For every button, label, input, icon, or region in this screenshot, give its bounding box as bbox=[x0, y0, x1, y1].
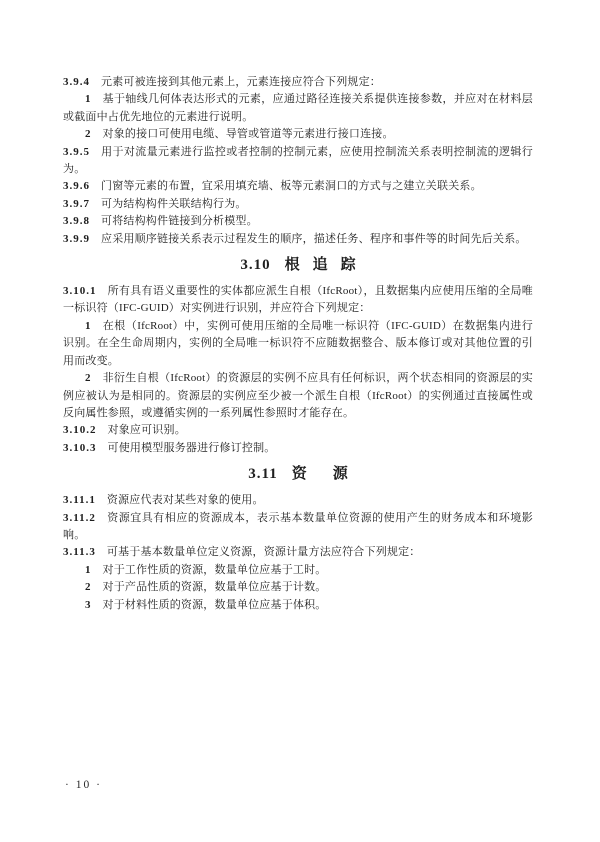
clause-number: 3.9.8 bbox=[63, 215, 90, 228]
subitem-2 bbox=[63, 370, 533, 422]
clause-3-10-3 bbox=[63, 440, 533, 457]
page-content bbox=[63, 74, 533, 614]
subitem-text: 基于轴线几何体表达形式的元素，应通过路径连接关系提供连接参数，并应对在材料层或截面中占优先地位的元素进行说明。 bbox=[63, 93, 533, 123]
clause-number: 3.9.4 bbox=[63, 76, 90, 88]
clause-3-11-1 bbox=[63, 492, 533, 509]
clause-text: 可为结构构件关联结构行为。 bbox=[101, 197, 247, 210]
subitem-text: 对象的接口可使用电缆、导管或管道等元素进行接口连接。 bbox=[102, 128, 394, 141]
subitem-number: 1 bbox=[85, 319, 92, 332]
clause-3-9-9 bbox=[63, 231, 533, 248]
subitem-text: 非衍生自根（IfcRoot）的资源层的实例不应具有任何标识，两个状态相同的资源层的实例应被认为是相同的。资源层的实例应至少被一个派生自根（IfcRoot）的实例通过直接属性或反向属性参照，或遵循实例的一系列属性参照时才能存在。 bbox=[63, 372, 533, 419]
clause-number: 3.11.3 bbox=[63, 546, 96, 559]
subitem-2 bbox=[63, 126, 533, 143]
section-heading-3-11 bbox=[63, 463, 533, 485]
clause-text: 用于对流量元素进行监控或者控制的控制元素，应使用控制流关系表明控制流的逻辑行为。 bbox=[63, 145, 533, 176]
subitem-1 bbox=[63, 318, 533, 370]
subitem-2 bbox=[63, 579, 533, 596]
clause-3-9-8 bbox=[63, 213, 533, 230]
clause-text: 对象应可识别。 bbox=[107, 424, 186, 437]
clause-3-11-3 bbox=[63, 544, 533, 561]
subitem-1 bbox=[63, 91, 533, 126]
clause-number: 3.11.2 bbox=[63, 511, 96, 524]
subitem-text: 在根（IfcRoot）中，实例可使用压缩的全局唯一标识符（IFC-GUID）在数据集内进行识别。在全生命周期内，实例的全局唯一标识符不应随数据整合、版本修订或对其他位置的引用而改变。 bbox=[63, 319, 533, 367]
section-number: 3.10 bbox=[240, 257, 271, 274]
clause-3-9-4 bbox=[63, 74, 533, 91]
clause-3-10-2 bbox=[63, 422, 533, 439]
section-title: 资源 bbox=[291, 466, 374, 483]
clause-text: 资源宜具有相应的资源成本，表示基本数量单位资源的使用产生的财务成本和环境影响。 bbox=[63, 511, 533, 541]
clause-3-9-6 bbox=[63, 178, 533, 195]
clause-3-9-5 bbox=[63, 144, 533, 179]
subitem-number: 1 bbox=[85, 563, 92, 576]
section-title: 根追踪 bbox=[284, 257, 369, 274]
clause-number: 3.11.1 bbox=[63, 494, 96, 507]
clause-text: 可基于基本数量单位定义资源，资源计量方法应符合下列规定： bbox=[106, 546, 421, 559]
clause-3-10-1 bbox=[63, 283, 533, 318]
clause-number: 3.10.2 bbox=[63, 424, 97, 437]
subitem-number: 1 bbox=[85, 93, 92, 106]
section-heading-3-10 bbox=[63, 254, 533, 276]
clause-number: 3.9.7 bbox=[63, 197, 90, 210]
subitem-1 bbox=[63, 562, 533, 579]
clause-3-11-2 bbox=[63, 510, 533, 545]
clause-text: 可将结构构件链接到分析模型。 bbox=[101, 215, 258, 228]
clause-text: 应采用顺序链接关系表示过程发生的顺序，描述任务、程序和事件等的时间先后关系。 bbox=[101, 232, 527, 245]
clause-number: 3.10.3 bbox=[63, 441, 97, 454]
subitem-number: 2 bbox=[85, 581, 92, 594]
page-number: · 10 · bbox=[65, 779, 102, 791]
clause-number: 3.10.1 bbox=[63, 285, 97, 298]
subitem-text: 对于产品性质的资源，数量单位应基于计数。 bbox=[102, 581, 327, 594]
clause-text: 资源应代表对某些对象的使用。 bbox=[106, 494, 264, 507]
clause-number: 3.9.9 bbox=[63, 232, 90, 245]
clause-text: 元素可被连接到其他元素上，元素连接应符合下列规定： bbox=[101, 76, 381, 88]
subitem-number: 3 bbox=[85, 598, 92, 611]
subitem-number: 2 bbox=[85, 128, 92, 141]
subitem-text: 对于工作性质的资源，数量单位应基于工时。 bbox=[102, 563, 327, 576]
clause-text: 可使用模型服务器进行修订控制。 bbox=[107, 441, 276, 454]
clause-number: 3.9.5 bbox=[63, 145, 90, 158]
section-number: 3.11 bbox=[248, 466, 278, 483]
clause-text: 门窗等元素的布置，宜采用填充墙、板等元素洞口的方式与之建立关联关系。 bbox=[101, 180, 482, 193]
clause-3-9-7 bbox=[63, 196, 533, 213]
subitem-3 bbox=[63, 597, 533, 614]
clause-text: 所有具有语义重要性的实体都应派生自根（IfcRoot），且数据集内应使用压缩的全局唯一标识符（IFC-GUID）对实例进行识别，并应符合下列规定： bbox=[63, 285, 533, 315]
subitem-number: 2 bbox=[85, 372, 92, 385]
subitem-text: 对于材料性质的资源，数量单位应基于体积。 bbox=[102, 598, 327, 611]
clause-number: 3.9.6 bbox=[63, 180, 90, 193]
